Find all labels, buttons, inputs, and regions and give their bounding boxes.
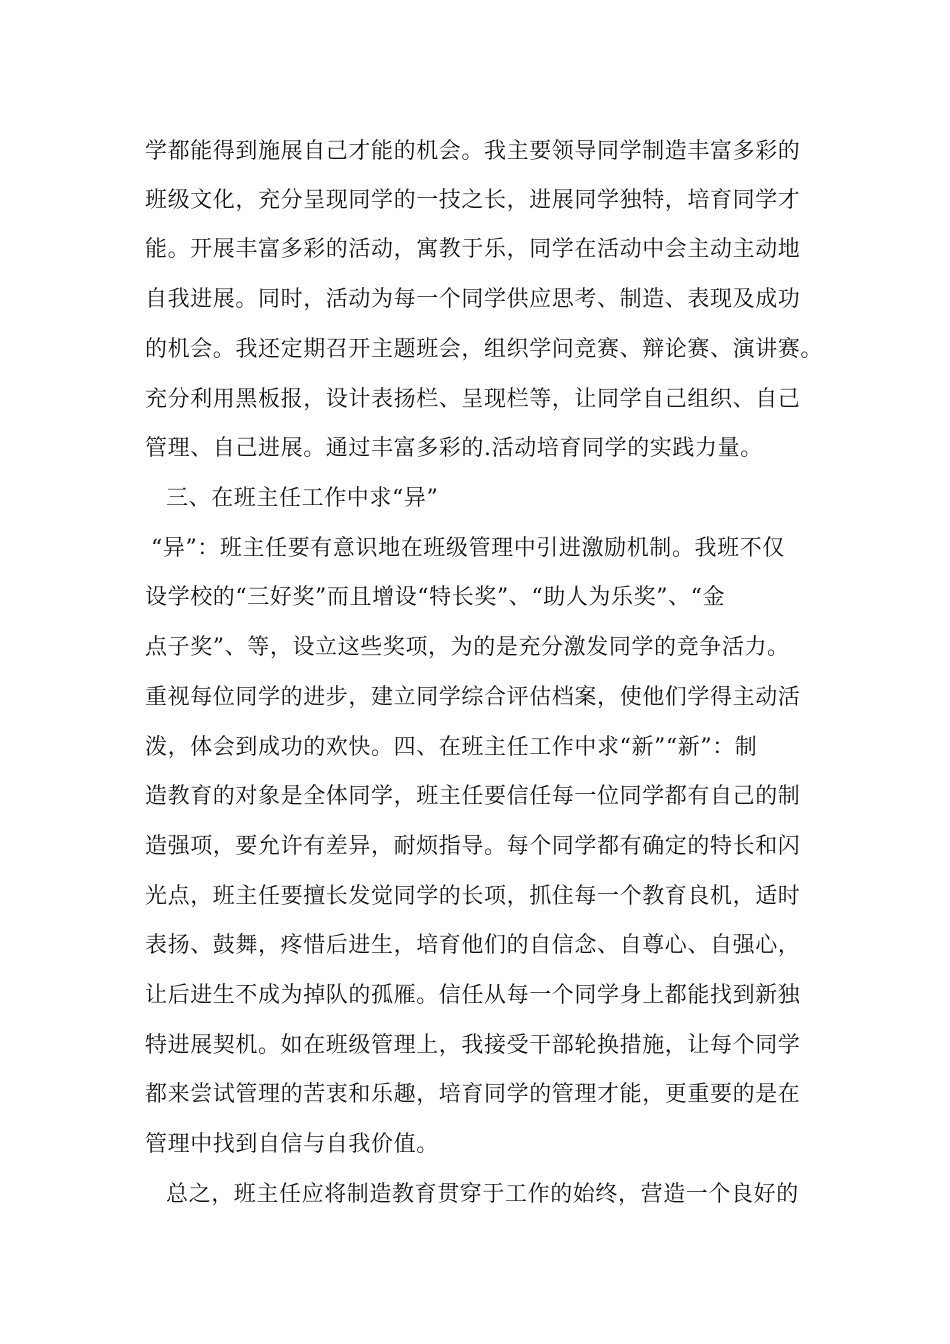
- text-line: 都来尝试管理的苦衷和乐趣，培育同学的管理才能，更重要的是在: [145, 1082, 801, 1107]
- text-line: 光点，班主任要擅长发觉同学的长项，抓住每一个教育良机，适时: [145, 884, 801, 909]
- text-line: 让后进生不成为掉队的孤雁。信任从每一个同学身上都能找到新独: [145, 983, 801, 1008]
- text-line: “异”：班主任要有意识地在班级管理中引进激励机制。我班不仅: [151, 536, 785, 561]
- text-line: 自我进展。同时，活动为每一个同学供应思考、制造、表现及成功: [145, 287, 801, 312]
- text-line: 特进展契机。如在班级管理上，我接受干部轮换措施，让每个同学: [145, 1033, 801, 1058]
- text-line: 的机会。我还定期召开主题班会，组织学问竞赛、辩论赛、演讲赛。: [145, 337, 824, 362]
- text-line: 点子奖”、等，设立这些奖项，为的是充分激发同学的竞争活力。: [145, 635, 790, 660]
- text-line: 设学校的“三好奖”而且增设“特长奖”、“助人为乐奖”、“金: [145, 585, 726, 610]
- text-line: 学都能得到施展自己才能的机会。我主要领导同学制造丰富多彩的: [145, 139, 801, 164]
- text-line: 管理、自己进展。通过丰富多彩的.活动培育同学的实践力量。: [145, 436, 763, 461]
- text-line: 泼，体会到成功的欢快。四、在班主任工作中求“新”“新”：制: [145, 735, 758, 760]
- text-line: 班级文化，充分呈现同学的一技之长，进展同学独特，培育同学才: [145, 188, 801, 213]
- text-line: 充分利用黑板报，设计表扬栏、呈现栏等，让同学自己组织、自己: [145, 387, 801, 412]
- text-line: 重视每位同学的进步，建立同学综合评估档案，使他们学得主动活: [145, 685, 801, 710]
- text-line: 造教育的对象是全体同学，班主任要信任每一位同学都有自己的制: [145, 784, 801, 809]
- text-line: 表扬、鼓舞，疼惜后进生，培育他们的自信念、自尊心、自强心，: [145, 933, 801, 958]
- text-line: 总之，班主任应将制造教育贯穿于工作的始终，营造一个良好的: [166, 1182, 799, 1207]
- text-line: 造强项，要允许有差异，耐烦指导。每个同学都有确定的特长和闪: [145, 834, 801, 859]
- text-line: 管理中找到自信与自我价值。: [145, 1132, 439, 1157]
- section-heading: 三、在班主任工作中求“异”: [166, 486, 439, 511]
- text-line: 能。开展丰富多彩的活动，寓教于乐，同学在活动中会主动主动地: [145, 237, 801, 262]
